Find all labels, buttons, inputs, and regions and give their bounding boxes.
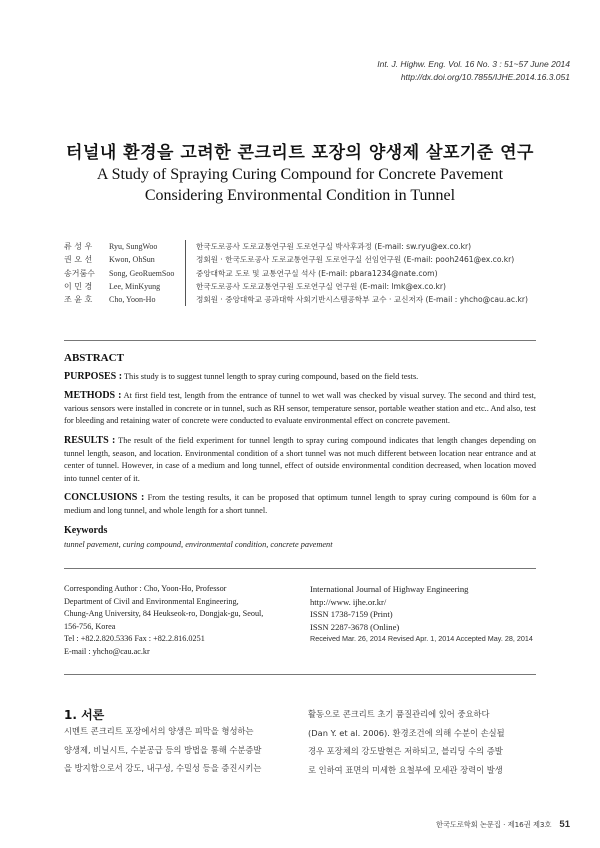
- author-affiliation: 정회원 · 한국도로공사 도로교통연구원 도로연구실 선임연구원 (E-mail: pooh2461@ex.co.kr): [196, 255, 515, 265]
- author-korean-name: 권 오 선: [64, 255, 93, 265]
- author-affiliation: 중앙대학교 도로 및 교통연구실 석사 (E-mail: pbara1234@nate.com): [196, 268, 438, 278]
- body-line: 로 인하여 표면의 미세한 요철부에 모세관 장력이 발생: [308, 764, 503, 775]
- abstract-methods: [64, 390, 536, 428]
- author-english-name: Ryu, SungWoo: [109, 242, 158, 251]
- keywords-heading: Keywords: [64, 524, 108, 536]
- issn-online: ISSN 2287-3678 (Online): [310, 621, 400, 632]
- body-column-right: [308, 705, 540, 779]
- methods-text: At first field test, length from the entrance of tunnel to wet wall was checked by visual survey. The second and third test, various sensors were installed in concrete or in tunnel, such as RH sensor, temperature sensor, portable weather station and etc.. And also, test for bleeding and retaining water of concrete were conducted to evaluate environmental effect on concrete pavement.: [64, 391, 537, 426]
- author-row: [64, 280, 528, 293]
- author-english-name: Cho, Yoon-Ho: [109, 295, 156, 305]
- author-divider: [185, 267, 186, 280]
- correspondence-line: 156-756, Korea: [64, 621, 116, 631]
- author-row: [64, 240, 528, 253]
- author-row: [64, 267, 528, 280]
- journal-name: International Journal of Highway Engineering: [310, 584, 469, 594]
- author-affiliation: 한국도로공사 도로교통연구원 도로연구실 박사후과정 (E-mail: sw.ryu@ex.co.kr): [196, 242, 472, 251]
- author-korean-name: 이 민 경: [64, 281, 93, 291]
- page-footer: [436, 819, 570, 830]
- conclusions-label: CONCLUSIONS :: [64, 492, 145, 504]
- abstract-results: [64, 435, 536, 485]
- abstract-purposes: [64, 371, 536, 384]
- methods-label: METHODS :: [64, 390, 122, 402]
- correspondence-line: Chung-Ang University, 84 Heukseok-ro, Dongjak-gu, Seoul,: [64, 609, 264, 618]
- author-korean-name: 송거룸수: [64, 268, 95, 278]
- author-row: [64, 293, 528, 306]
- journal-info-block: [310, 583, 533, 646]
- title-korean: 터널내 환경을 고려한 콘크리트 포장의 양생제 살포기준 연구: [66, 143, 534, 163]
- conclusions-text: From the testing results, it can be proposed that optimum tunnel length to spray curing compound is 60m for a medium and long tunnel, and whole length for a short tunnel.: [64, 493, 537, 515]
- abstract-section: [64, 352, 536, 552]
- results-label: RESULTS :: [64, 434, 116, 446]
- doi-link[interactable]: http://dx.doi.org/10.7855/IJHE.2014.16.3.051: [400, 72, 570, 82]
- body-column-left: [64, 722, 296, 778]
- author-english-name: Song, GeoRuemSoo: [109, 268, 175, 278]
- author-korean-name: 류 성 우: [64, 242, 93, 251]
- correspondence-line: Department of Civil and Environmental Engineering,: [64, 596, 239, 606]
- correspondence-line: Corresponding Author : Cho, Yoon-Ho, Professor: [64, 584, 227, 593]
- section-title: 1. 서론: [64, 708, 105, 722]
- body-line: 경우 포장체의 강도발현은 저하되고, 블리딩 수의 증발: [308, 746, 503, 757]
- abstract-top-rule: [64, 340, 536, 341]
- abstract-bottom-rule: [64, 568, 536, 569]
- author-korean-name: 조 윤 호: [64, 295, 93, 305]
- author-english-name: Lee, MinKyung: [109, 281, 161, 291]
- abstract-conclusions: [64, 492, 536, 517]
- author-affiliation: 정회원 · 중앙대학교 공과대학 사회기반시스템공학부 교수 · 교신저자 (E-mail : yhcho@cau.ac.kr): [196, 295, 529, 305]
- correspondence-block: [64, 583, 263, 658]
- author-divider: [185, 280, 186, 293]
- body-line: 양생제, 비닐시트, 수분공급 등의 방법을 통해 수분증발: [64, 744, 262, 755]
- correspondence-email[interactable]: E-mail : yhcho@cau.ac.kr: [64, 646, 150, 656]
- title-english-line-1: A Study of Spraying Curing Compound for Concrete Pavement: [96, 166, 504, 183]
- page-number: 51: [559, 819, 570, 830]
- body-line: 활동으로 콘크리트 초기 품질관리에 있어 중요하다: [308, 709, 490, 719]
- title-english: [0, 164, 600, 206]
- footer-journal: 한국도로학회 논문집 · 제16권 제3호: [436, 820, 552, 829]
- submission-dates: Received Mar. 26, 2014 Revised Apr. 1, 2014 Accepted May. 28, 2014: [310, 634, 533, 643]
- author-affiliation: 한국도로공사 도로교통연구원 도로연구실 연구원 (E-mail: lmk@ex.co.kr): [196, 281, 446, 291]
- purposes-text: This study is to suggest tunnel length to spray curing compound, based on the field tests.: [122, 371, 419, 381]
- author-row: [64, 253, 528, 266]
- body-top-rule: [64, 674, 536, 675]
- body-line: 을 방지함으로서 강도, 내구성, 수밀성 등을 증진시키는: [64, 763, 262, 774]
- results-text: The result of the field experiment for tunnel length to spray curing compound indicates that length changes depending on tunnel length, season, and location. Environmental condition of a short tunnel was not much different between location near entrance and at center of tunnel. However, in case of a medium and long tunnel, effect of outside environmental condition decreased, when location moved into tunnel center of it.: [64, 435, 536, 483]
- body-line: (Dan Y. et al. 2006). 환경조건에 의해 수분이 손실될: [308, 727, 505, 738]
- body-line: 시멘트 콘크리트 포장에서의 양생은 피막을 형성하는: [64, 726, 254, 736]
- journal-url[interactable]: http://www. ijhe.or.kr/: [310, 596, 387, 607]
- correspondence-line: Tel : +82.2.820.5336 Fax : +82.2.816.0251: [64, 634, 205, 643]
- purposes-label: PURPOSES :: [64, 370, 123, 382]
- keywords-text: tunnel pavement, curing compound, environmental condition, concrete pavement: [64, 540, 333, 550]
- journal-citation: Int. J. Highw. Eng. Vol. 16 No. 3 : 51~57 June 2014: [377, 59, 570, 69]
- author-divider: [185, 253, 186, 266]
- author-divider: [185, 293, 186, 306]
- abstract-heading: ABSTRACT: [64, 352, 124, 364]
- issn-print: ISSN 1738-7159 (Print): [310, 609, 393, 619]
- author-list: [64, 240, 528, 306]
- title-english-line-2: Considering Environmental Condition in Tunnel: [144, 187, 456, 204]
- author-english-name: Kwon, OhSun: [109, 255, 155, 265]
- author-divider: [185, 240, 186, 253]
- journal-header: [377, 58, 570, 84]
